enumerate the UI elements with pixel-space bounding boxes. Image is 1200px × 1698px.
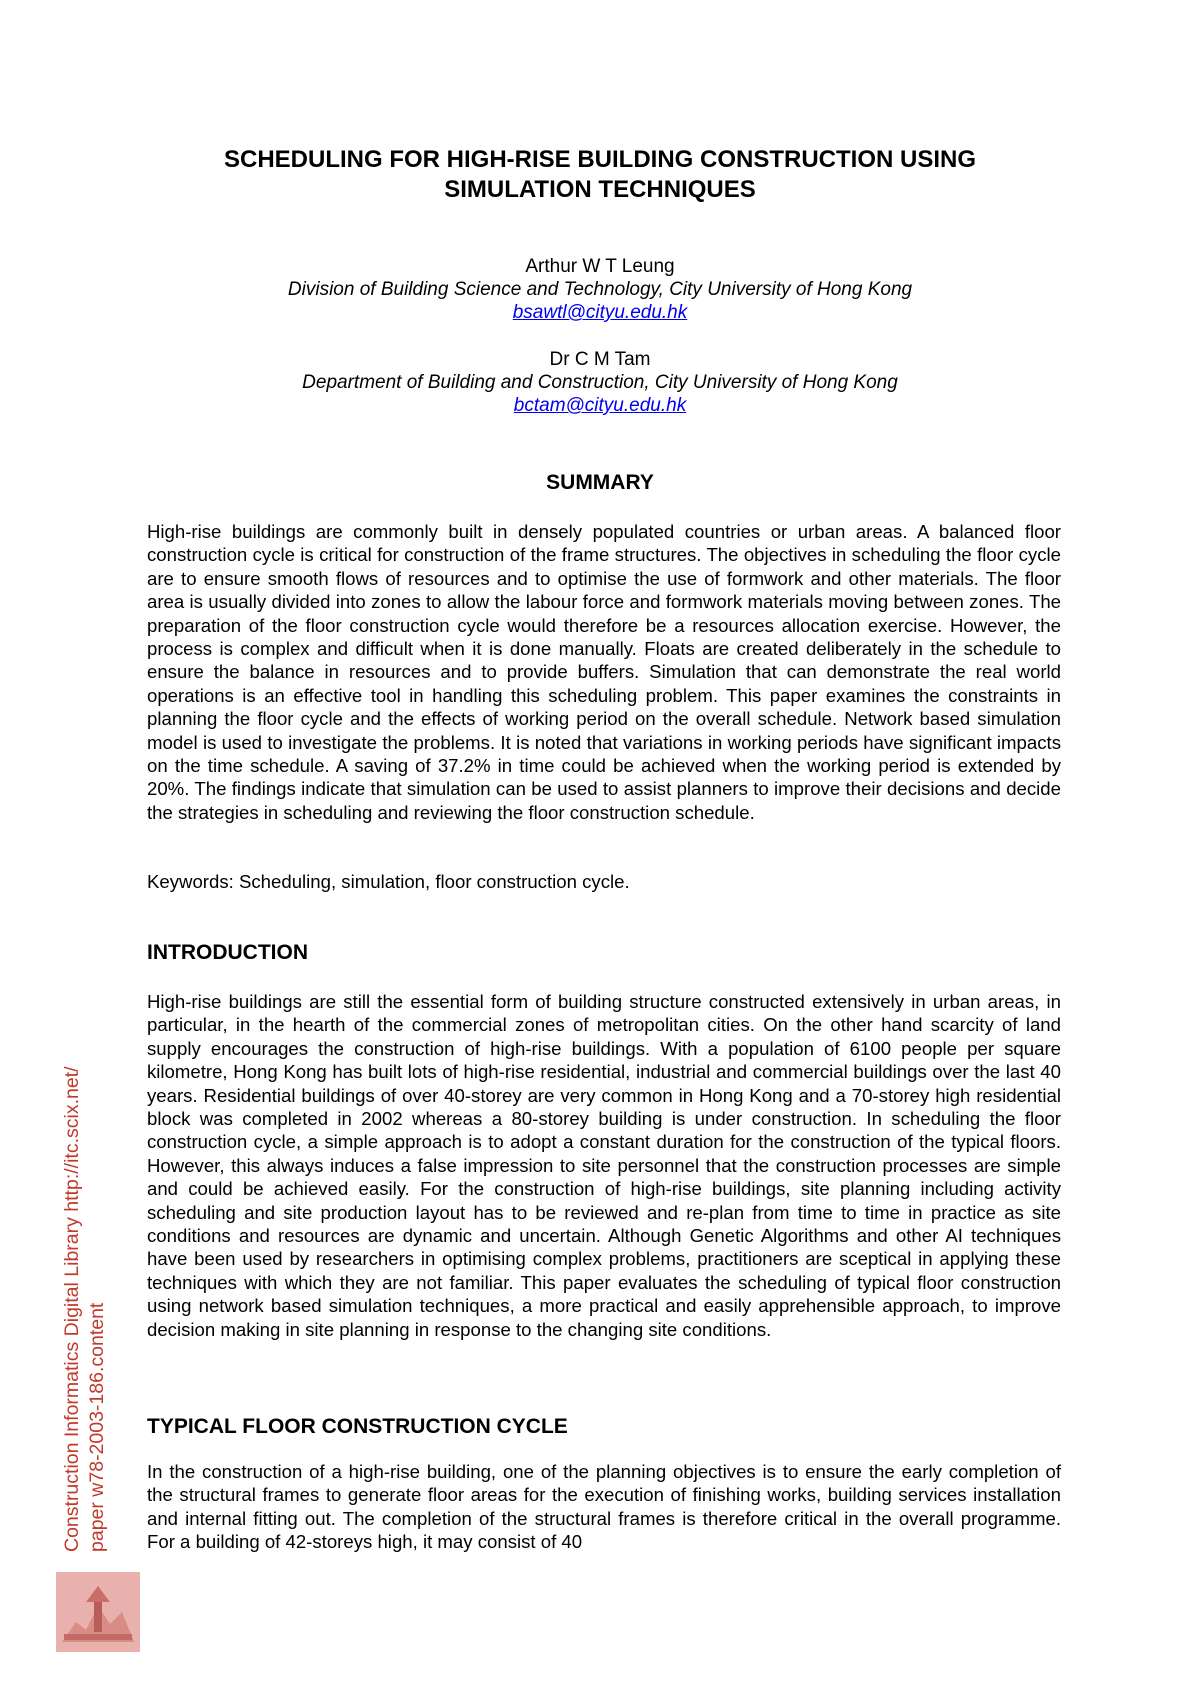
author-1 xyxy=(147,255,1053,324)
summary-paragraph: High-rise buildings are commonly built in densely populated countries or urban areas. A balanced floor construction cycle is critical for construction of the frame structures. The objectives in scheduling the floor cycle are to ensure smooth flows of resources and to optimise the use of formwork and other materials. The floor area is usually divided into zones to allow the labour force and formwork materials moving between zones. The preparation of the floor construction cycle would therefore be a resources allocation exercise. However, the process is complex and difficult when it is done manually. Floats are created deliberately in the schedule to ensure the balance in resources and to provide buffers. Simulation that can demonstrate the real world operations is an effective tool in handling this scheduling problem. This paper examines the constraints in planning the floor cycle and the effects of working period on the overall schedule. Network based simulation model is used to investigate the problems. It is noted that variations in working periods have significant impacts on the time schedule. A saving of 37.2% in time could be achieved when the working period is extended by 20%. The findings indicate that simulation can be used to assist planners to improve their decisions and decide the strategies in scheduling and reviewing the floor construction schedule. xyxy=(147,521,1061,823)
watermark-line-2: paper w78-2003-186.content xyxy=(86,1302,108,1552)
typical-floor-heading: TYPICAL FLOOR CONSTRUCTION CYCLE xyxy=(147,1415,568,1438)
introduction-paragraph: High-rise buildings are still the essential form of building structure constructed extensively in urban areas, in particular, in the hearth of the commercial zones of metropolitan cities. On the other hand scarcity of land supply encourages the construction of high-rise buildings. With a population of 6100 people per square kilometre, Hong Kong has built lots of high-rise residential, industrial and commercial buildings over the last 40 years. Residential buildings of over 40-storey are very common in Hong Kong and a 70-storey high residential block was completed in 2002 whereas a 80-storey building is under construction. In scheduling the floor construction cycle, a simple approach is to adopt a constant duration for the construction of the typical floors. However, this always induces a false impression to site personnel that the construction processes are simple and could be achieved easily. For the construction of high-rise buildings, site planning including activity scheduling and site production layout has to be reviewed and re-plan from time to time in practice as site conditions and resources are dynamic and uncertain. Although Genetic Algorithms and other AI techniques have been used by researchers in optimising complex problems, practitioners are sceptical in applying these techniques with which they are not familiar. This paper evaluates the scheduling of typical floor construction using network based simulation techniques, a more practical and easily apprehensible approach, to improve decision making in site planning in response to the changing site conditions. xyxy=(147,991,1061,1340)
author-affiliation: Department of Building and Construction, City University of Hong Kong xyxy=(302,372,898,393)
author-name: Dr C M Tam xyxy=(549,349,651,370)
author-name: Arthur W T Leung xyxy=(525,256,675,277)
typical-floor-paragraph: In the construction of a high-rise building, one of the planning objectives is to ensure the early completion of the structural frames to generate floor areas for the execution of finishing works, building services installation and internal fitting out. The completion of the structural frames is therefore critical in the overall programme. For a building of 42-storeys high, it may consist of 40 xyxy=(147,1461,1061,1553)
author-email-link[interactable]: bsawtl@cityu.edu.hk xyxy=(512,302,688,323)
library-watermark xyxy=(60,1066,110,1552)
author-affiliation: Division of Building Science and Technology, City University of Hong Kong xyxy=(287,279,913,300)
keywords: Keywords: Scheduling, simulation, floor construction cycle. xyxy=(147,871,630,892)
author-email-link[interactable]: bctam@cityu.edu.hk xyxy=(513,395,687,416)
introduction-heading: INTRODUCTION xyxy=(147,941,308,964)
library-logo-icon xyxy=(56,1572,140,1652)
watermark-line-1: Construction Informatics Digital Library http://itc.scix.net/ xyxy=(61,1066,83,1552)
paper-title: SCHEDULING FOR HIGH-RISE BUILDING CONSTRUCTION USING SIMULATION TECHNIQUES xyxy=(223,146,976,203)
summary-heading: SUMMARY xyxy=(546,471,654,494)
library-logo xyxy=(56,1572,140,1652)
author-2 xyxy=(147,348,1053,417)
